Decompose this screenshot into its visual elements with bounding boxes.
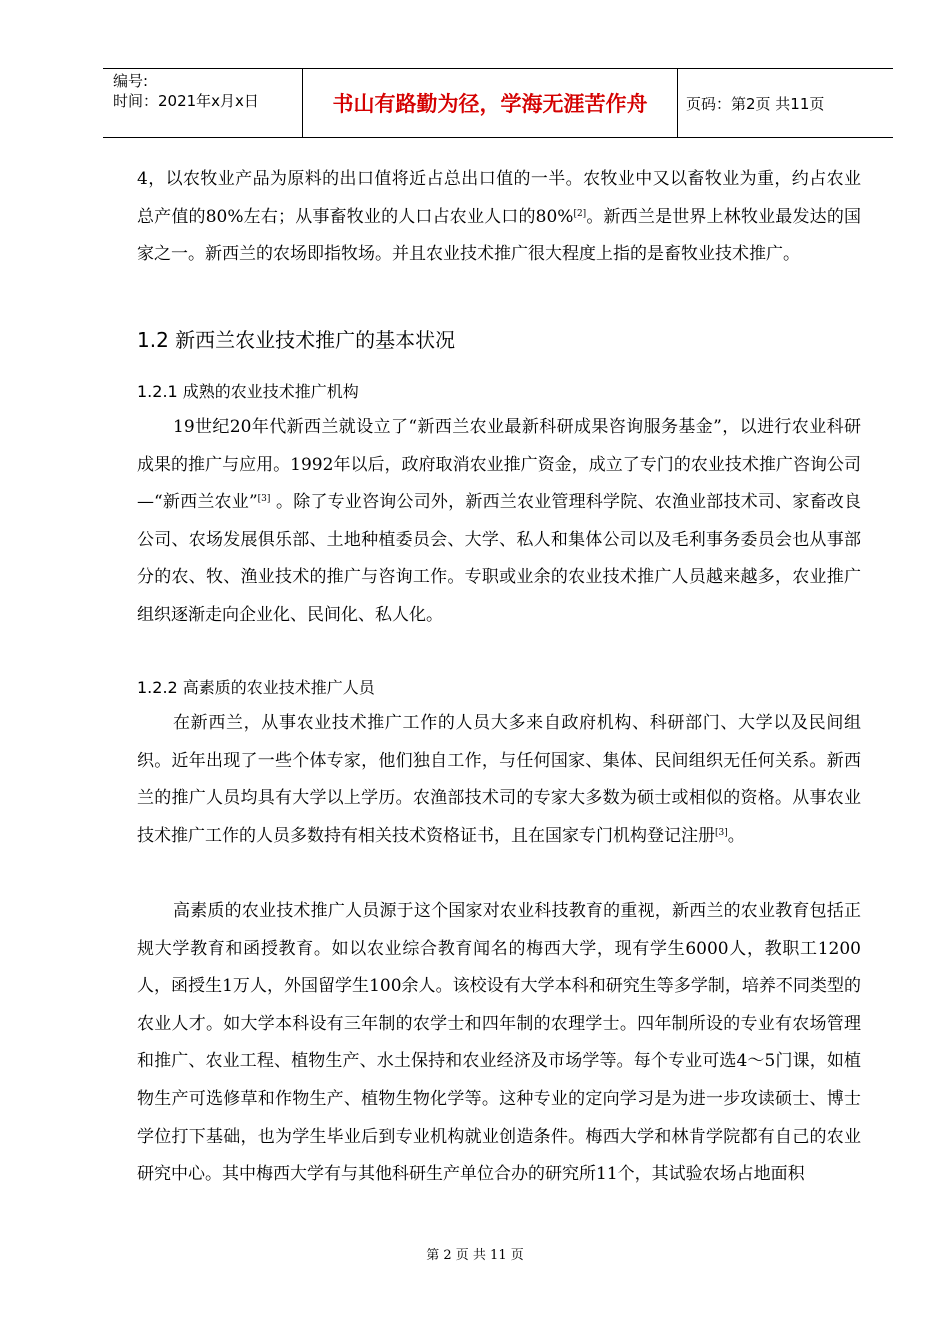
intro-text-tail: 。新西兰是世界上林牧业最发达的国家之一。新西兰的农场即指牧场。并且农业技术推广很大程度上指的是畜牧业技术推广。 [137,206,861,265]
header-motto: 书山有路勤为径，学海无涯苦作舟 [303,69,678,137]
citation-ref: [3] [257,494,271,505]
citation-ref: [3] [715,827,728,838]
section-title: 1.2 新西兰农业技术推广的基本状况 [137,328,456,352]
citation-ref: [2] [573,208,587,219]
subsection-title-1: 1.2.1 成熟的农业技术推广机构 [137,382,359,401]
subsection-2-paragraph-1 [137,705,861,855]
page-footer: 第 2 页 共 11 页 [426,1248,524,1263]
sub2-text-tail: 。 [727,825,745,846]
header-table [103,68,893,138]
sub2-text: 在新西兰，从事农业技术推广工作的人员大多来自政府机构、科研部门、大学以及民间组织。近年出现了一些个体专家，他们独自工作，与任何国家、集体、民间组织无任何关系。新西兰的推广人员均具有大学以上学历。农渔部技术司的专家大多数为硕士或相似的资格。从事农业技术推广工作的人员多数持有相关技术资格证书，且在国家专门机构登记注册 [137,713,861,846]
intro-paragraph [137,161,861,274]
sub1-text-a: 19世纪20年代新西兰就设立了“新西兰农业最新科研成果咨询服务基金”，以进行农业科研成果的推广与应用。1992年以后，政府取消农业推广资金，成立了专门的农业技术推广咨询公司 —“新西兰农业” [137,417,861,513]
intro-text: 4，以农牧业产品为原料的出口值将近占总出口值的一半。农牧业中又以畜牧业为重，约占农业总产值的80%左右；从事畜牧业的人口占农业人口的80% [137,169,861,227]
subsection-title-2: 1.2.2 高素质的农业技术推广人员 [137,678,375,697]
time-label: 时间：2021年x月x日 [113,92,259,110]
subsection-2-paragraph-2: 高素质的农业技术推广人员源于这个国家对农业科技教育的重视，新西兰的农业教育包括正规大学教育和函授教育。如以农业综合教育闻名的梅西大学，现有学生6000人，教职工1200人，函授生1万人，外国留学生100余人。该校设有大学本科和研究生等多学制，培养不同类型的农业人才。如大学本科设有三年制的农学士和四年制的农理学士。四年制所设的专业有农场管理和推广、农业工程、植物生产、水土保持和农业经济及市场学等。每个专业可选4～5门课，如植物生产可选修草和作物生产、植物生物化学等。这种专业的定向学习是为进一步攻读硕士、博士学位打下基础，也为学生毕业后到专业机构就业创造条件。梅西大学和林肯学院都有自己的农业研究中心。其中梅西大学有与其他科研生产单位合办的研究所11个，其试验农场占地面积 [137,901,861,1185]
sub1-text-b: 。除了专业咨询公司外，新西兰农业管理科学院、农渔业部技术司、家畜改良公司、农场发展俱乐部、土地种植委员会、大学、私人和集体公司以及毛利事务委员会也从事部分的农、牧、渔业技术的推广与咨询工作。专职或业余的农业技术推广人员越来越多，农业推广组织逐渐走向企业化、民间化、私人化。 [137,492,861,625]
subsection-1-paragraph [137,409,861,635]
header-page-info: 页码：第2页 共11页 [686,94,825,113]
header-meta-cell [103,69,303,137]
code-label: 编号: [113,72,149,90]
